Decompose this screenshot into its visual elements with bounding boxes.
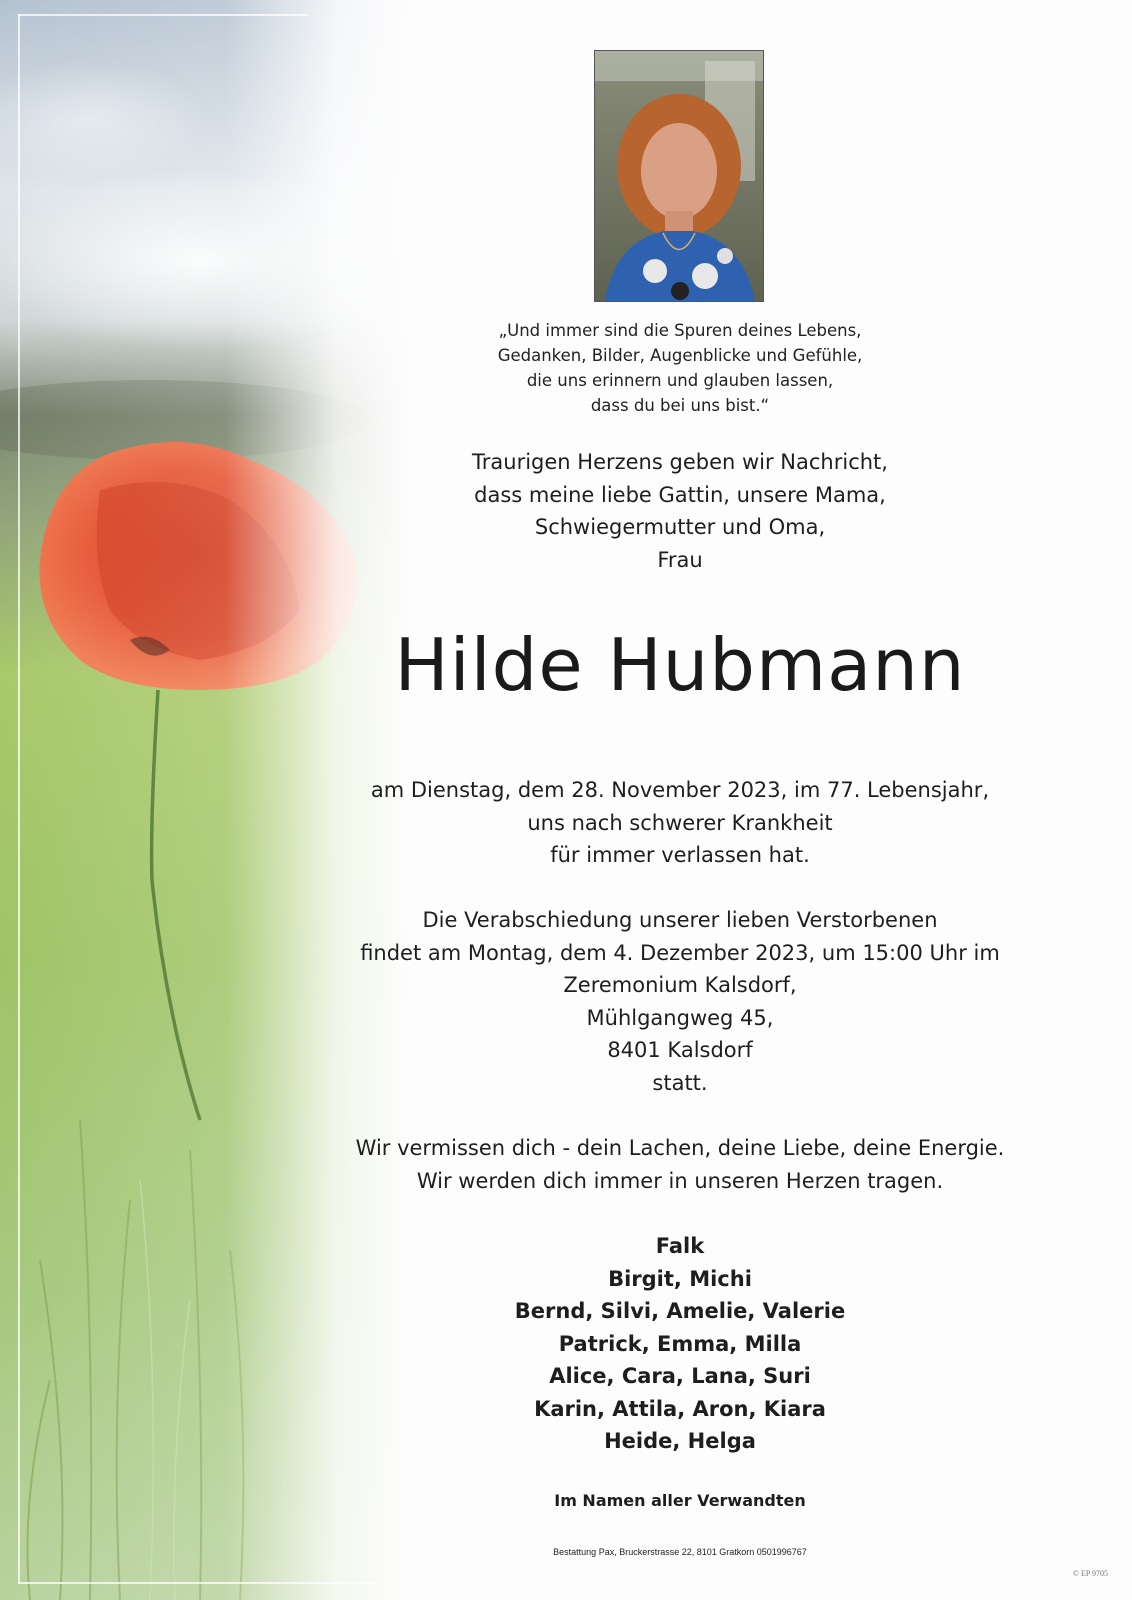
- memory-text: [330, 1132, 1030, 1197]
- frame-line: [18, 14, 308, 16]
- death-line: uns nach schwerer Krankheit: [527, 810, 833, 835]
- service-line: Zeremonium Kalsdorf,: [563, 973, 797, 997]
- mourner-line: Alice, Cara, Lana, Suri: [549, 1364, 811, 1388]
- mourner-line: Heide, Helga: [604, 1429, 756, 1453]
- mourner-line: Patrick, Emma, Milla: [558, 1331, 802, 1356]
- funeral-service-details: [330, 904, 1030, 1099]
- memory-line: Wir werden dich immer in unseren Herzen tragen.: [416, 1168, 944, 1193]
- intro-line: Schwiegermutter und Oma,: [534, 515, 826, 539]
- mourner-line: Bernd, Silvi, Amelie, Valerie: [514, 1299, 846, 1323]
- service-line: statt.: [652, 1070, 708, 1095]
- intro-line: dass meine liebe Gattin, unsere Mama,: [474, 482, 886, 507]
- intro-line: Frau: [657, 547, 703, 572]
- service-line: Die Verabschiedung unserer lieben Verstorbenen: [422, 908, 938, 932]
- closing-line: Im Namen aller Verwandten: [554, 1491, 806, 1510]
- undertaker-info: Bestattung Pax, Bruckerstrasse 22, 8101 Gratkorn 0501996767: [553, 1547, 807, 1557]
- quote-line: die uns erinnern und glauben lassen,: [526, 371, 834, 390]
- frame-line: [18, 1582, 378, 1584]
- mourner-line: Falk: [655, 1234, 705, 1258]
- quote-line: „Und immer sind die Spuren deines Lebens,: [498, 321, 862, 340]
- quote-line: dass du bei uns bist.“: [590, 396, 770, 415]
- deceased-name: Hilde Hubmann: [394, 623, 966, 707]
- service-line: 8401 Kalsdorf: [607, 1038, 753, 1062]
- service-line: findet am Montag, dem 4. Dezember 2023, um 15:00 Uhr im: [360, 940, 1000, 965]
- death-notice: [330, 774, 1030, 872]
- portrait-photo: [594, 50, 764, 302]
- quote-line: Gedanken, Bilder, Augenblicke und Gefühle,: [497, 346, 863, 365]
- frame-line: [18, 14, 20, 1584]
- memory-line: Wir vermissen dich - dein Lachen, deine Liebe, deine Energie.: [355, 1136, 1005, 1160]
- mourner-line: Birgit, Michi: [608, 1266, 752, 1291]
- death-line: am Dienstag, dem 28. November 2023, im 77. Lebensjahr,: [370, 778, 990, 802]
- service-line: Mühlgangweg 45,: [586, 1005, 774, 1030]
- document-code: © EP 9705: [1072, 1569, 1108, 1578]
- death-line: für immer verlassen hat.: [550, 843, 810, 867]
- announcement-intro: [330, 446, 1030, 576]
- mourners-list: [330, 1230, 1030, 1458]
- quote-block: [330, 318, 1030, 418]
- mourner-line: Karin, Attila, Aron, Kiara: [534, 1396, 826, 1421]
- intro-line: Traurigen Herzens geben wir Nachricht,: [472, 450, 888, 474]
